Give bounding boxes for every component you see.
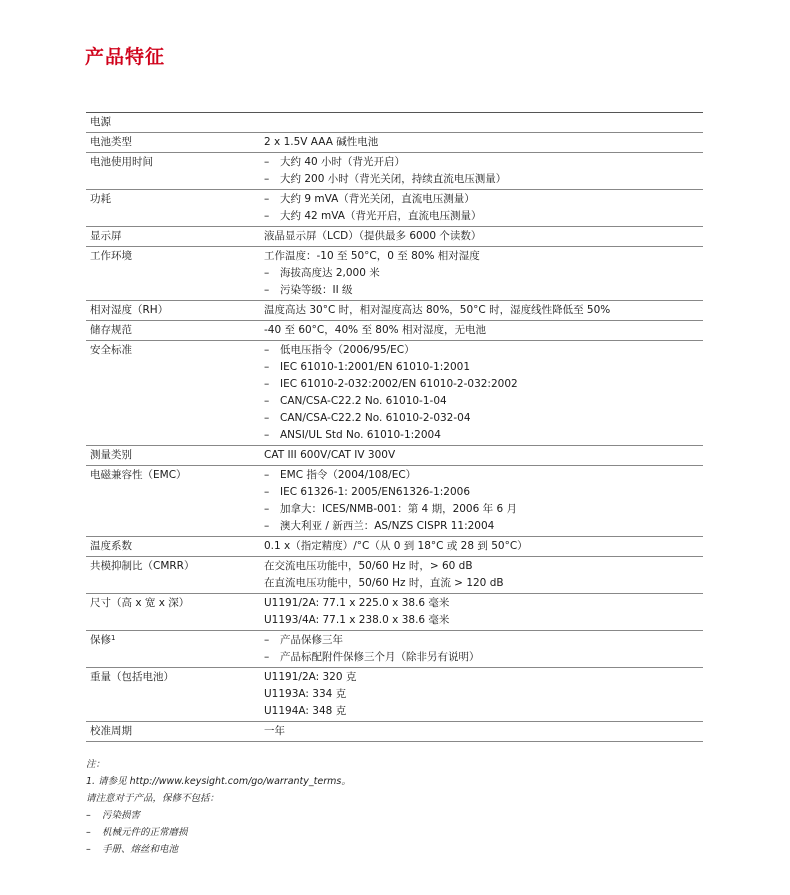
row-label-text: 温度系数 — [90, 540, 132, 552]
dash-bullet: – — [264, 344, 270, 356]
value-line — [264, 595, 703, 612]
row-value — [264, 302, 703, 319]
note-text: 污染损害 — [102, 810, 141, 821]
value-text: 在交流电压功能中，50/60 Hz 时，> 60 dB — [264, 560, 473, 572]
note-line — [86, 790, 351, 807]
table-row — [86, 722, 703, 742]
table-row — [86, 190, 703, 227]
row-label-text: 保修 — [90, 634, 111, 646]
row-label-text: 电池类型 — [90, 136, 132, 148]
table-row — [86, 557, 703, 594]
value-line — [264, 342, 703, 359]
value-line — [264, 282, 703, 299]
value-line — [264, 191, 703, 208]
value-line — [264, 376, 703, 393]
row-label-text: 工作环境 — [90, 250, 132, 262]
table-row — [86, 537, 703, 557]
row-label-text: 电磁兼容性（EMC） — [90, 469, 187, 481]
row-label — [86, 248, 264, 299]
value-line — [264, 467, 703, 484]
value-text: CAN/CSA-C22.2 No. 61010-2-032-04 — [280, 412, 471, 424]
value-line — [264, 575, 703, 592]
value-line — [264, 302, 703, 319]
row-label-text: 显示屏 — [90, 230, 122, 242]
row-label-text: 重量（包括电池） — [90, 671, 174, 683]
value-text: 大约 40 小时（背光开启） — [280, 156, 406, 168]
row-label — [86, 669, 264, 720]
value-line — [264, 265, 703, 282]
table-row — [86, 594, 703, 631]
value-line — [264, 518, 703, 535]
value-line — [264, 632, 703, 649]
value-text: 大约 9 mVA（背光关闭，直流电压测量） — [280, 193, 475, 205]
row-label — [86, 154, 264, 188]
table-row — [86, 301, 703, 321]
dash-bullet: – — [264, 173, 270, 185]
notes-heading: 注： — [86, 759, 106, 770]
value-line — [264, 359, 703, 376]
value-text: ANSI/UL Std No. 61010-1:2004 — [280, 429, 441, 441]
table-row — [86, 321, 703, 341]
row-value — [264, 558, 703, 592]
note-text: 手册、熔丝和电池 — [102, 844, 179, 855]
note-text: 1. 请参见 http://www.keysight.com/go/warranty_terms。 — [86, 776, 351, 787]
table-row — [86, 247, 703, 301]
value-text: 在直流电压功能中，50/60 Hz 时，直流 > 120 dB — [264, 577, 504, 589]
row-value — [264, 154, 703, 188]
row-value — [264, 134, 703, 151]
row-label — [86, 632, 264, 666]
value-line — [264, 723, 703, 740]
row-label — [86, 114, 264, 131]
row-label — [86, 558, 264, 592]
value-line — [264, 703, 703, 720]
row-value — [264, 595, 703, 629]
row-label-text: 相对湿度（RH） — [90, 304, 169, 316]
table-row — [86, 133, 703, 153]
dash-bullet: – — [264, 210, 270, 222]
spec-table — [86, 112, 703, 742]
table-row — [86, 227, 703, 247]
value-line — [264, 427, 703, 444]
value-text: 污染等级：II 级 — [280, 284, 353, 296]
value-line — [264, 410, 703, 427]
value-line — [264, 686, 703, 703]
table-row — [86, 668, 703, 722]
value-line — [264, 558, 703, 575]
row-label — [86, 447, 264, 464]
dash-bullet: – — [264, 395, 270, 407]
row-value — [264, 342, 703, 444]
value-text: U1194A: 348 克 — [264, 705, 347, 717]
table-row — [86, 113, 703, 133]
dash-bullet: – — [264, 378, 270, 390]
value-text: CAT III 600V/CAT IV 300V — [264, 449, 396, 461]
value-line — [264, 228, 703, 245]
dash-bullet: – — [86, 827, 91, 838]
row-label-text: 电池使用时间 — [90, 156, 153, 168]
row-label-text: 测量类别 — [90, 449, 132, 461]
value-line — [264, 501, 703, 518]
value-text: U1191/2A: 77.1 x 225.0 x 38.6 毫米 — [264, 597, 450, 609]
dash-bullet: – — [264, 469, 270, 481]
row-label — [86, 595, 264, 629]
value-text: 大约 200 小时（背光关闭，持续直流电压测量） — [280, 173, 507, 185]
row-label — [86, 538, 264, 555]
dash-bullet: – — [264, 267, 270, 279]
value-text: 液晶显示屏（LCD）（提供最多 6000 个读数） — [264, 230, 482, 242]
value-text: IEC 61010-1:2001/EN 61010-1:2001 — [280, 361, 471, 373]
value-text: U1191/2A: 320 克 — [264, 671, 357, 683]
value-text: U1193/4A: 77.1 x 238.0 x 38.6 毫米 — [264, 614, 450, 626]
note-line — [86, 773, 351, 790]
value-text: 澳大利亚 / 新西兰：AS/NZS CISPR 11:2004 — [280, 520, 495, 532]
note-text: 请注意对于产品，保修不包括： — [86, 793, 220, 804]
row-value — [264, 538, 703, 555]
row-label-text: 共模抑制比（CMRR） — [90, 560, 195, 572]
value-line — [264, 322, 703, 339]
dash-bullet: – — [264, 520, 270, 532]
page-title: 产品特征 — [85, 46, 166, 68]
value-line — [264, 248, 703, 265]
row-value — [264, 467, 703, 535]
dash-bullet: – — [264, 503, 270, 515]
value-line — [264, 669, 703, 686]
value-text: 低电压指令（2006/95/EC） — [280, 344, 415, 356]
value-text: 大约 42 mVA（背光开启，直流电压测量） — [280, 210, 482, 222]
table-row — [86, 446, 703, 466]
value-text: IEC 61010-2-032:2002/EN 61010-2-032:2002 — [280, 378, 518, 390]
row-value — [264, 669, 703, 720]
row-value — [264, 447, 703, 464]
value-text: 温度高达 30°C 时，相对湿度高达 80%，50°C 时，湿度线性降低至 50% — [264, 304, 611, 316]
row-value — [264, 191, 703, 225]
row-label — [86, 342, 264, 444]
value-text: 产品保修三年 — [280, 634, 343, 646]
dash-bullet: – — [264, 193, 270, 205]
value-line — [264, 154, 703, 171]
value-line — [264, 393, 703, 410]
note-line — [86, 824, 351, 841]
row-value — [264, 228, 703, 245]
row-label-text: 功耗 — [90, 193, 111, 205]
table-row — [86, 153, 703, 190]
dash-bullet: – — [86, 844, 91, 855]
value-text: 产品标配附件保修三个月（除非另有说明） — [280, 651, 480, 663]
value-text: 加拿大：ICES/NMB-001：第 4 期，2006 年 6 月 — [280, 503, 517, 515]
value-line — [264, 447, 703, 464]
row-value — [264, 322, 703, 339]
value-line — [264, 484, 703, 501]
value-line — [264, 208, 703, 225]
value-line — [264, 538, 703, 555]
value-line — [264, 649, 703, 666]
value-text: -40 至 60°C，40% 至 80% 相对湿度，无电池 — [264, 324, 486, 336]
note-line — [86, 807, 351, 824]
row-label-text: 电源 — [90, 116, 111, 128]
dash-bullet: – — [264, 651, 270, 663]
value-text: 0.1 x（指定精度）/°C（从 0 到 18°C 或 28 到 50°C） — [264, 540, 528, 552]
row-label-text: 储存规范 — [90, 324, 132, 336]
dash-bullet: – — [86, 810, 91, 821]
value-text: 海拔高度达 2,000 米 — [280, 267, 380, 279]
dash-bullet: – — [264, 284, 270, 296]
row-label — [86, 322, 264, 339]
row-label-text: 校准周期 — [90, 725, 132, 737]
value-line — [264, 134, 703, 151]
value-text: 2 x 1.5V AAA 碱性电池 — [264, 136, 379, 148]
dash-bullet: – — [264, 429, 270, 441]
dash-bullet: – — [264, 412, 270, 424]
value-text: 工作温度：-10 至 50°C，0 至 80% 相对湿度 — [264, 250, 480, 262]
row-label — [86, 134, 264, 151]
value-line — [264, 171, 703, 188]
table-row — [86, 466, 703, 537]
row-label — [86, 191, 264, 225]
row-label — [86, 723, 264, 740]
row-label — [86, 467, 264, 535]
row-value — [264, 114, 703, 131]
dash-bullet: – — [264, 156, 270, 168]
value-text: IEC 61326-1: 2005/EN61326-1:2006 — [280, 486, 471, 498]
dash-bullet: – — [264, 634, 270, 646]
note-line — [86, 841, 351, 858]
note-text: 机械元件的正常磨损 — [102, 827, 188, 838]
footnote-marker: 1 — [111, 634, 116, 642]
row-label-text: 安全标准 — [90, 344, 132, 356]
row-value — [264, 632, 703, 666]
dash-bullet: – — [264, 361, 270, 373]
dash-bullet: – — [264, 486, 270, 498]
notes — [86, 756, 351, 858]
row-label — [86, 302, 264, 319]
row-label — [86, 228, 264, 245]
table-row — [86, 341, 703, 446]
value-line — [264, 612, 703, 629]
row-value — [264, 723, 703, 740]
value-text: CAN/CSA-C22.2 No. 61010-1-04 — [280, 395, 447, 407]
value-text: 一年 — [264, 725, 285, 737]
row-label-text: 尺寸（高 x 宽 x 深） — [90, 597, 190, 609]
value-text: U1193A: 334 克 — [264, 688, 347, 700]
row-value — [264, 248, 703, 299]
value-text: EMC 指令（2004/108/EC） — [280, 469, 417, 481]
table-row — [86, 631, 703, 668]
